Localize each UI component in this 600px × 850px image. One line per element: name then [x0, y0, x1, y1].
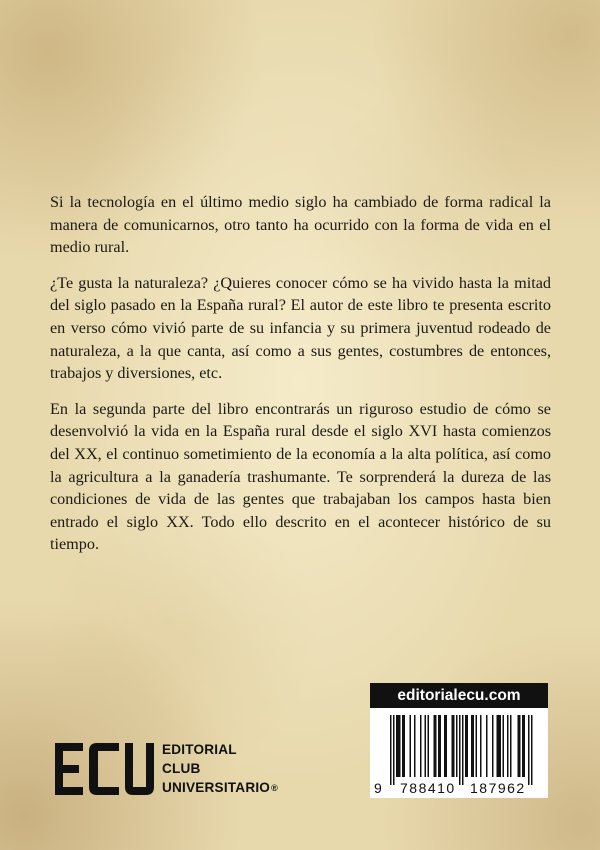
paragraph-3: En la segunda parte del libro encontrarás un riguroso estudio de cómo se desenvolvió la vida en la España rural desde el siglo XVI hasta comienzos del XX, el continuo sometimiento de la economía a la alta política, así como la agricultura a la ganadería trashumante. Te sorprenderá la dureza de las condiciones de vida de las gentes que trabajaban los campos hasta bien entrado el siglo XX. Todo ello descrito en el acontecer histórico de su tiempo. [50, 399, 551, 554]
barcode-bar [498, 715, 500, 777]
barcode-bar [480, 715, 482, 777]
publisher-name-line2: CLUB [162, 761, 201, 776]
barcode-bar [425, 715, 427, 777]
publisher-block [53, 741, 278, 797]
barcode-bar [500, 715, 502, 777]
barcode-bar [399, 715, 401, 777]
barcode-bar [390, 715, 392, 785]
isbn-right-group: 187962 [470, 780, 526, 796]
barcode-bar [453, 715, 455, 777]
publisher-name-line3: UNIVERSITARIO® [162, 780, 278, 795]
barcode-bar [486, 715, 488, 777]
barcode-bar [503, 715, 505, 777]
barcode-bar [465, 715, 467, 777]
barcode-bar [393, 715, 395, 785]
barcode-bar [428, 715, 430, 777]
barcode-bar [524, 715, 526, 777]
barcode-bar [456, 715, 458, 777]
barcode-bar [462, 715, 464, 785]
barcode-bar [510, 715, 512, 777]
barcode-bar [531, 715, 533, 785]
barcode-bar [435, 715, 437, 777]
barcode-bar [398, 715, 400, 777]
barcode-bar [396, 715, 398, 777]
barcode-bar [518, 715, 520, 777]
back-cover-text [50, 191, 551, 569]
barcode-bar [476, 715, 478, 777]
isbn-barcode [370, 708, 548, 798]
ecu-logo-icon [53, 741, 156, 797]
barcode-bar [519, 715, 521, 777]
isbn-digits [370, 780, 548, 796]
barcode-bar [446, 715, 448, 777]
barcode-bar [440, 715, 442, 777]
barcode-bars [380, 715, 538, 787]
barcode-bar [459, 715, 461, 785]
barcode-bar [507, 715, 509, 777]
barcode-bar [522, 715, 524, 777]
barcode-bar [414, 715, 416, 777]
isbn-prefix-digit: 9 [374, 780, 382, 796]
barcode-bar [497, 715, 499, 777]
barcode-bar [438, 715, 440, 777]
barcode-bar [420, 715, 422, 777]
barcode-bar [473, 715, 475, 777]
barcode-bar [402, 715, 404, 777]
barcode-bar [452, 715, 454, 777]
barcode-bar [467, 715, 469, 777]
paragraph-1: Si la tecnología en el último medio siglo ha cambiado de forma radical la manera de comunicarnos, otro tanto ha ocurrido con la forma de vida en el medio rural. [50, 193, 551, 257]
barcode-bar [492, 715, 494, 777]
registered-mark: ® [271, 783, 278, 793]
publisher-name [162, 740, 278, 798]
paragraph-2: ¿Te gusta la naturaleza? ¿Quieres conocer cómo se ha vivido hasta la mitad del siglo pasado en la España rural? El autor de este libro te presenta escrito en verso cómo vivió parte de su infancia y su primera juventud rodeado de naturaleza, a la que canta, así como a sus gentes, costumbres de entonces, trabajos y diversiones, etc. [50, 273, 551, 383]
barcode-bar [444, 715, 446, 777]
publisher-name-line1: EDITORIAL [162, 742, 237, 757]
barcode-bar [471, 715, 473, 777]
barcode-bar [528, 715, 530, 785]
isbn-left-group: 788410 [400, 780, 456, 796]
barcode-bar [410, 715, 412, 777]
barcode-bar [404, 715, 406, 777]
website-label: editorialecu.com [370, 683, 548, 708]
barcode-bar [434, 715, 436, 777]
